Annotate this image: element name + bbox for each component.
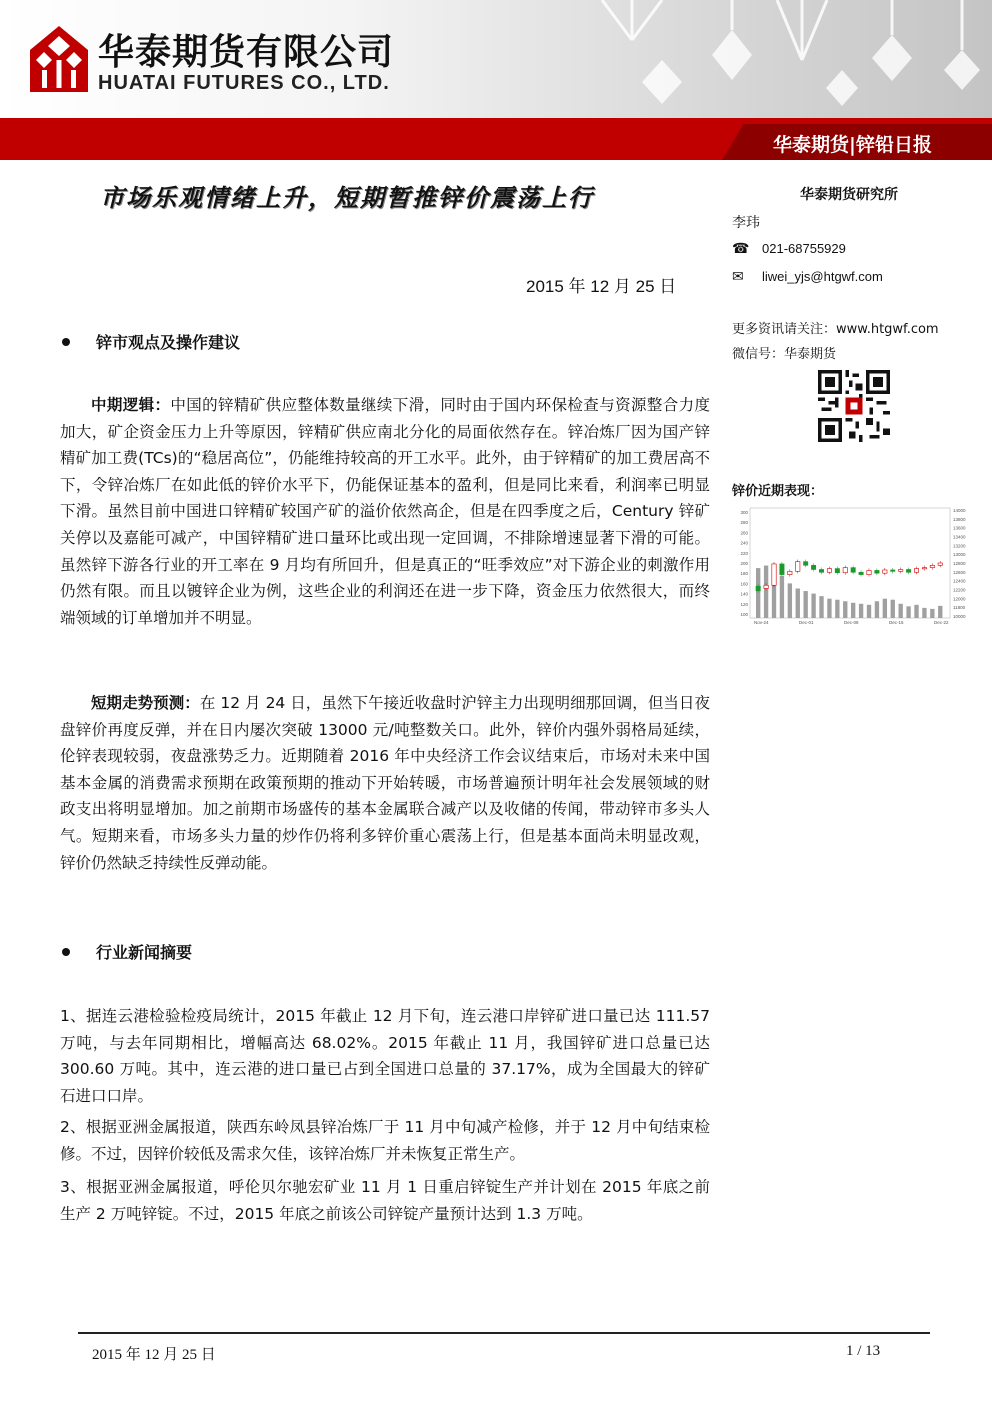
section-heading-zinc-view [62,330,240,353]
bullet-icon [62,338,70,346]
chart-candle [938,563,942,565]
report-type-tag: 华泰期货|锌铅日报 [773,134,932,156]
news-item-3: 3、根据亚洲金属报道，呼伦贝尔驰宏矿业 11 月 1 日重启锌锭生产并计划在 2015 年底之前生产 2 万吨锌锭。不过，2015 年底之前该公司锌锭产量预计达到 1.3 万吨。 [60,1178,710,1223]
chart-volume-bar [883,599,887,618]
chart-left-tick-label: 240 [740,540,748,546]
company-name-english: HUATAI FUTURES CO., LTD. [98,72,390,94]
chart-left-tick-label: 100 [740,612,748,617]
chart-right-tick-label: 10000 [953,614,966,619]
chart-volume-bar [899,604,903,618]
chart-volume-bar [914,605,918,618]
report-date: 2015 年 12 月 25 日 [526,277,677,296]
bullet-icon [62,948,70,956]
chart-right-tick-label: 13400 [953,534,966,540]
chart-left-tick-label: 120 [740,601,748,607]
chart-volume-bar [819,596,823,618]
chart-right-tick-label: 11800 [953,605,966,611]
chart-x-tick-label: Nov-24 [754,620,769,625]
chart-volume-bar [922,608,926,618]
research-institute: 华泰期货研究所 [800,187,898,203]
phone-row [732,240,846,257]
chart-right-tick-label: 12600 [953,569,966,575]
chart-left-tick-label: 220 [740,550,748,556]
company-name-chinese: 华泰期货有限公司 [98,32,395,73]
chart-candle [811,565,815,569]
short-term-text: 在 12 月 24 日，虽然下午接近收盘时沪锌主力出现明细那回调，但当日夜盘锌价再度反弹，并在日内屡次突破 13000 元/吨整数关口。此外，锌价内强外弱格局延续，伦锌表现较弱，夜盘涨势乏力。近期随着 2016 年中央经济工作会议结束后，市场对未来中国基本金属的消费需求预期在政策预期的推动下开始转暖，市场普遍预计明年社会发展领域的财政支出将明显增加。加之前期市场盛传的基本金属联合减产以及收储的传闻，带动锌市多头人气。短期来看，市场多头力量的炒作仍将利多锌价重心震荡上行，但是基本面尚未明显改观，锌价仍然缺乏持续性反弹动能。 [60,694,710,872]
analyst-name: 李玮 [732,215,760,231]
chart-volume-bar [764,566,768,618]
chart-volume-bar [938,606,942,618]
chart-right-tick-label: 12000 [953,596,966,602]
chart-volume-bar [851,603,855,618]
mid-term-paragraph [60,392,710,631]
zinc-chart-title: 锌价近期表现： [732,484,824,499]
chart-candle [922,568,926,569]
chart-candle [796,562,800,572]
chart-x-tick-label: Dec-22 [934,620,949,625]
chart-candle [756,586,760,591]
chart-candle [827,569,831,573]
chart-volume-bar [906,606,910,618]
chart-left-tick-label: 160 [740,581,748,587]
chart-volume-bar [843,601,847,618]
chart-candle [914,569,918,573]
chart-candle [772,564,776,585]
chart-candle [780,564,784,575]
section-heading-text: 行业新闻摘要 [96,943,193,962]
footer-date: 2015 年 12 月 25 日 [92,1347,216,1363]
chart-volume-bar [796,589,800,619]
section-heading-industry-news [62,940,192,963]
chart-candle [819,569,823,572]
short-term-paragraph [60,690,710,876]
chart-volume-bar [804,591,808,618]
email-row [732,268,883,285]
phone-number: 021-68755929 [762,241,846,256]
chart-right-tick-label: 13200 [953,543,966,549]
chart-candle [906,569,910,572]
chart-left-tick-label: 140 [740,591,748,597]
chart-candle [851,568,855,573]
phone-icon: ☎ [732,240,750,256]
chart-candle [867,570,871,574]
chart-right-tick-label: 13600 [953,525,966,531]
chart-x-tick-label: Dec-08 [844,620,859,625]
mid-term-text: 中国的锌精矿供应整体数量继续下滑，同时由于国内环保检查与资源整合力度加大，矿企资金压力上升等原因，锌精矿供应南北分化的局面依然存在。锌冶炼厂因为国产锌精矿加工费(TCs)的“稳居高位”，仍能维持较高的开工水平。此外，由于锌精矿的加工费居高不下，令锌冶炼厂在如此低的锌价水平下，仍能保证基本的盈利，但是同比来看，利润率已明显下滑。虽然目前中国进口锌精矿较国产矿的溢价依然高企，但是在四季度之后，Century 锌矿关停以及嘉能可减产，中国锌精矿进口量环比或出现一定回调，不排除增速显著下滑的可能。虽然锌下游各行业的开工率在 9 月均有所回升，但是真正的“旺季效应”对下游企业的刺激作用仍然有限。而且以镀锌企业为例，这些企业的利润还在进一步下降，资金压力依然很大，而终端领域的订单增加并不明显。 [60,396,710,627]
chart-volume-bar [811,594,815,618]
email-icon: ✉ [732,268,744,284]
chart-x-tick-label: Dec-15 [889,620,904,625]
zinc-price-chart [732,502,982,632]
chart-right-tick-label: 12200 [953,587,966,593]
chart-right-tick-label: 12800 [953,561,966,566]
header-decoration-graphic [572,0,992,118]
footer-divider [78,1332,930,1334]
chart-right-tick-label: 12400 [953,578,966,584]
chart-left-tick-label: 300 [740,510,748,515]
chart-left-tick-label: 280 [740,520,748,526]
chart-right-tick-label: 13000 [953,552,966,558]
chart-x-tick-label: Dec-01 [799,620,814,625]
chart-volume-bar [756,568,760,618]
mid-term-lead: 中期逻辑： [91,396,171,414]
chart-volume-bar [827,599,831,618]
chart-right-tick-label: 13800 [953,516,966,522]
chart-volume-bar [930,609,934,618]
wechat-account: 微信号：华泰期货 [732,347,837,362]
chart-candle [875,570,879,573]
chart-candle [835,569,839,573]
chart-candle [843,568,847,573]
news-item-1: 1、据连云港检验检疫局统计，2015 年截止 12 月下旬，连云港口岸锌矿进口量已达 111.57 万吨，与去年同期相比，增幅高达 68.02%。2015 年截止 11 月，我国锌矿进口总量已达 300.60 万吨。其中，连云港的进口量已占到全国进口总量的 37.17%，成为全国最大的锌矿石进口口岸。 [60,1007,710,1105]
chart-volume-bar [875,601,879,618]
email-address[interactable]: liwei_yjs@htgwf.com [762,269,883,284]
report-title: 市场乐观情绪上升，短期暂推锌价震荡上行 [100,183,594,212]
chart-volume-bar [891,600,895,618]
chart-left-tick-label: 200 [740,561,748,566]
chart-left-tick-label: 180 [740,571,748,577]
chart-volume-bar [788,583,792,618]
chart-candle [804,562,808,566]
follow-website[interactable]: 更多资讯请关注：www.htgwf.com [732,322,939,337]
chart-candle [930,565,934,567]
header-band [0,0,992,118]
section-heading-text: 锌市观点及操作建议 [96,333,241,352]
chart-candle [764,585,768,588]
chart-volume-bar [859,604,863,618]
chart-right-tick-label: 14000 [953,508,966,513]
page-number: 1 / 13 [846,1343,881,1359]
news-item-2: 2、根据亚洲金属报道，陕西东岭凤县锌冶炼厂于 11 月中旬减产检修，并于 12 月中旬结束检修。不过，因锌价较低及需求欠佳，该锌冶炼厂并未恢复正常生产。 [60,1118,710,1163]
chart-candle [883,570,887,573]
chart-candle [788,571,792,574]
chart-candle [859,572,863,574]
chart-candle [899,569,903,571]
chart-volume-bar [867,605,871,618]
short-term-lead: 短期走势预测： [91,694,200,712]
chart-volume-bar [780,576,784,618]
qr-code-icon [818,370,890,442]
chart-left-tick-label: 260 [740,530,748,536]
chart-candle [891,570,895,571]
huatai-logo-icon [30,26,88,92]
chart-volume-bar [835,600,839,618]
